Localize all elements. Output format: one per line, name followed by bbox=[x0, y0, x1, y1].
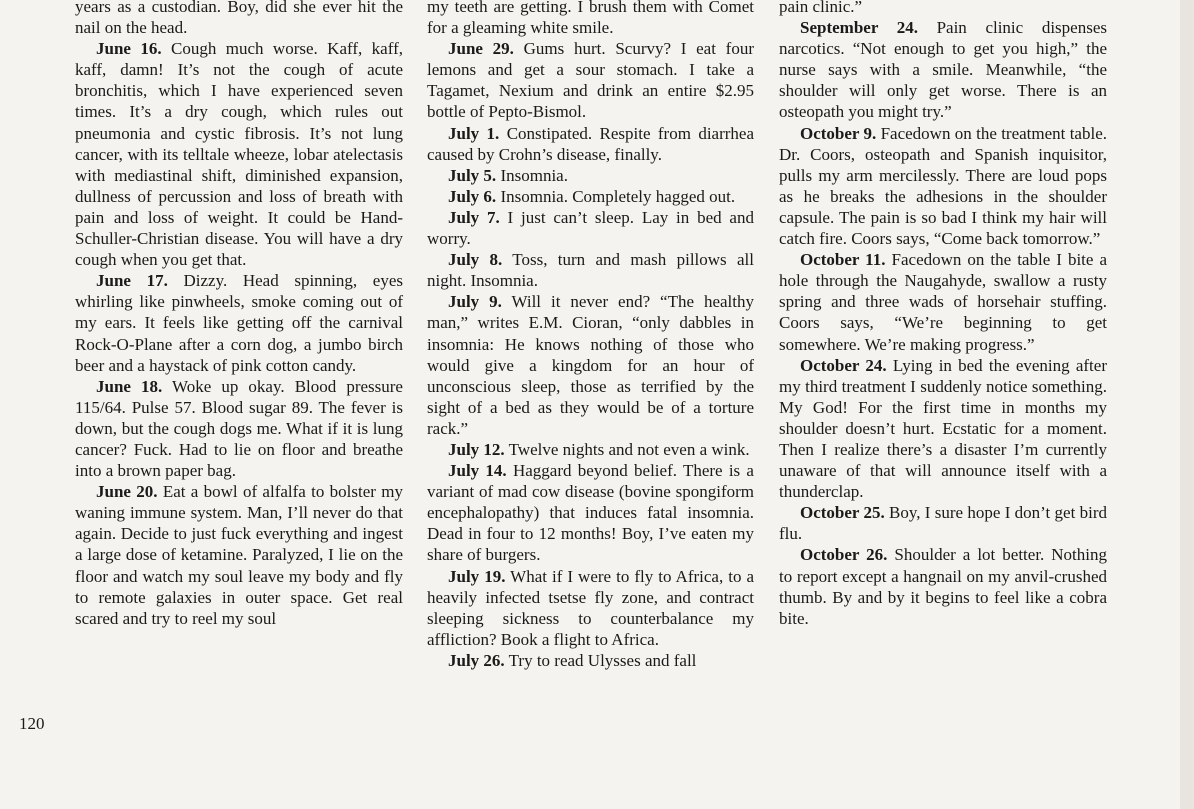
diary-entry bbox=[779, 123, 1107, 250]
entry-date: October 26. bbox=[800, 545, 888, 565]
text-column-3 bbox=[779, 0, 1107, 629]
entry-date: October 9. bbox=[800, 123, 877, 143]
entry-date: June 17. bbox=[96, 271, 168, 291]
diary-entry bbox=[427, 650, 754, 671]
entry-date: July 9. bbox=[448, 292, 502, 312]
entry-text: Cough much worse. Kaff, kaff, kaff, damn! It’s not the cough of acute bronchitis, which I have experienced seven times. It’s a dry cough, which rules out pneumonia and cystic fibrosis. It’s not lung cancer, with its telltale wheeze, lobar atelectasis with mediastinal shift, diminished expansion, dullness of percussion and loss of breath with pain and loss of weight. It could be Hand-Schuller-Christian disease. You will have a dry cough when you get that. bbox=[75, 39, 403, 270]
diary-entry bbox=[427, 291, 754, 439]
entry-date: July 12. bbox=[448, 439, 505, 459]
entry-text: Constipated. Respite from diarrhea caused by Crohn’s disease, finally. bbox=[427, 123, 754, 164]
diary-entry bbox=[75, 270, 403, 375]
entry-date: July 14. bbox=[448, 461, 507, 481]
entry-text: Facedown on the table I bite a hole through the Naugahyde, swallow a rusty spring and three wads of horsehair stuffing. Coors says, “We’re beginning to get somewhere. We’re making progress.” bbox=[779, 250, 1107, 354]
diary-entry bbox=[427, 439, 754, 460]
diary-entry bbox=[779, 249, 1107, 354]
entry-text: What if I were to fly to Africa, to a heavily infected tsetse fly zone, and contract sleeping sickness to counterbalance my affliction? Book a flight to Africa. bbox=[427, 566, 755, 649]
entry-text: Toss, turn and mash pillows all night. Insomnia. bbox=[427, 250, 754, 291]
entry-text: Dizzy. Head spinning, eyes whirling like pinwheels, smoke coming out of my ears. It feels like getting off the carnival Rock-O-Plane after a corn dog, a jumbo birch beer and a haystack of pink cotton candy. bbox=[75, 271, 403, 375]
entry-date: July 1. bbox=[448, 123, 500, 143]
diary-entry bbox=[779, 17, 1107, 122]
entry-text: Woke up okay. Blood pressure 115/64. Pulse 57. Blood sugar 89. The fever is down, but the cough dogs me. What if it is lung cancer? Fuck. Had to lie on floor and breathe into a brown paper bag. bbox=[75, 376, 403, 481]
text-column-1 bbox=[75, 0, 403, 629]
entry-text: years as a custodian. Boy, did she ever hit the nail on the head. bbox=[75, 0, 403, 38]
entry-text: Gums hurt. Scurvy? I eat four lemons and get a sour stomach. I take a Tagamet, Nexium and drink an entire $2.95 bottle of Pepto-Bismol. bbox=[427, 39, 754, 122]
diary-entry bbox=[427, 38, 754, 122]
entry-date: July 26. bbox=[448, 650, 505, 670]
entry-date: June 29. bbox=[448, 39, 514, 59]
entry-text: Pain clinic dispenses narcotics. “Not enough to get you high,” the nurse says with a smile. Meanwhile, “the shoulder will only get worse. There is an osteopath you might try.” bbox=[779, 18, 1107, 122]
diary-entry bbox=[427, 0, 754, 38]
entry-text: Facedown on the treatment table. Dr. Coors, osteopath and Spanish inquisitor, pulls my arm mercilessly. There are loud pops as he breaks the adhesions in the shoulder capsule. The pain is so bad I think my hair will catch fire. Coors says, “Come back tomorrow.” bbox=[779, 123, 1107, 249]
diary-entry bbox=[779, 355, 1107, 503]
diary-entry bbox=[75, 38, 403, 270]
entry-date: July 8. bbox=[448, 250, 503, 270]
diary-entry bbox=[427, 186, 754, 207]
diary-entry bbox=[75, 481, 403, 629]
entry-text: Twelve nights and not even a wink. bbox=[504, 439, 750, 459]
diary-entry bbox=[427, 207, 754, 249]
entry-date: July 7. bbox=[448, 207, 500, 227]
entry-date: July 5. bbox=[448, 165, 497, 185]
diary-entry bbox=[75, 0, 403, 38]
diary-entry bbox=[427, 566, 754, 650]
diary-entry bbox=[75, 376, 403, 481]
entry-text: Boy, I sure hope I don’t get bird flu. bbox=[779, 503, 1107, 544]
entry-text: my teeth are getting. I brush them with Comet for a gleaming white smile. bbox=[427, 0, 754, 38]
entry-text: Will it never end? “The healthy man,” writes E.M. Cioran, “only dabbles in insomnia: He knows nothing of those who would give a kingdom for an hour of unconscious sleep, those as terrified by the sight of a bed as they would be of a torture rack.” bbox=[427, 292, 755, 438]
entry-text: pain clinic.” bbox=[779, 0, 863, 16]
page-number: 120 bbox=[19, 714, 45, 733]
diary-entry bbox=[427, 460, 754, 565]
text-column-2 bbox=[427, 0, 754, 671]
diary-entry bbox=[427, 249, 754, 291]
entry-text: I just can’t sleep. Lay in bed and worry. bbox=[427, 207, 754, 249]
entry-text: Insomnia. bbox=[496, 165, 568, 185]
entry-date: June 18. bbox=[96, 376, 163, 396]
entry-date: October 24. bbox=[800, 355, 887, 375]
diary-entry bbox=[427, 123, 754, 165]
page-edge bbox=[1180, 0, 1194, 809]
entry-text: Eat a bowl of alfalfa to bolster my waning immune system. Man, I’ll never do that again. Decide to just fuck everything and ingest a large dose of ketamine. Paralyzed, I lie on the floor and watch my soul leave my body and fly to remote galaxies in outer space. Get real scared and try to reel my soul bbox=[75, 482, 403, 628]
entry-date: October 11. bbox=[800, 250, 886, 270]
diary-entry bbox=[779, 544, 1107, 628]
entry-date: June 20. bbox=[96, 482, 158, 502]
entry-date: September 24. bbox=[800, 18, 918, 38]
entry-date: October 25. bbox=[800, 503, 885, 523]
entry-text: Shoulder a lot better. Nothing to report except a hangnail on my anvil-crushed thumb. By and by it begins to feel like a cobra bite. bbox=[779, 545, 1108, 628]
diary-entry bbox=[427, 165, 754, 186]
diary-entry bbox=[779, 0, 1107, 17]
entry-text: Lying in bed the evening after my third treatment I suddenly notice something. My God! For the first time in months my shoulder doesn’t hurt. Ecstatic for a moment. Then I realize there’s a disaster I’m currently unaware of that will announce itself with a thunderclap. bbox=[779, 355, 1107, 502]
entry-text: Insomnia. Completely hagged out. bbox=[496, 186, 736, 206]
entry-date: June 16. bbox=[96, 39, 162, 59]
diary-entry bbox=[779, 502, 1107, 544]
entry-date: July 6. bbox=[448, 186, 497, 206]
entry-text: Haggard beyond belief. There is a variant of mad cow disease (bovine spongiform encephalopathy) that induces fatal insomnia. Dead in four to 12 months! Boy, I’ve eaten my share of burgers. bbox=[427, 461, 754, 565]
entry-date: July 19. bbox=[448, 566, 506, 586]
entry-text: Try to read Ulysses and fall bbox=[504, 650, 697, 670]
